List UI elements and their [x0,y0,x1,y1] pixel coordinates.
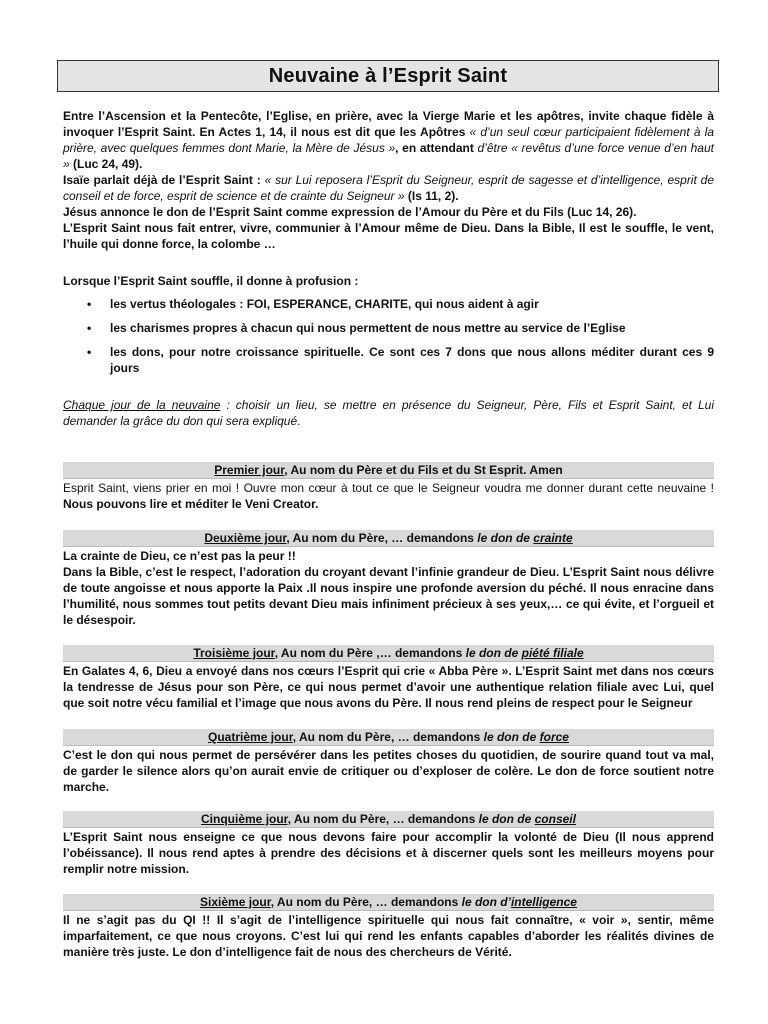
intro-paragraph-2: Isaïe parlait déjà de l’Esprit Saint : « sur Lui reposera l’Esprit du Seigneur, esprit de sagesse et d’intelligence, esprit de conseil et de force, esprit de science et de crainte du Seigneur » (Is 11, 2). [63,173,714,203]
day-2-body: La crainte de Dieu, ce n’est pas la peur !! Dans la Bible, c’est le respect, l’adoration du croyant devant l’infinie grandeur de Dieu. L’Esprit Saint nous délivre de toute angoisse et nous apporte la Paix .Il nous inspire une profonde aversion du péché. Il nous enracine dans l’humilité, nous sommes tout petits devant Dieu mais infiniment précieux à ses yeux,… ce qui évite, et l’orgueil et le désespoir. [63,549,714,627]
day-5-section [63,811,714,877]
page-title: Neuvaine à l’Esprit Saint [268,64,508,87]
list-item: • les vertus théologales : FOI, ESPERANCE, CHARITE, qui nous aident à agir [63,296,714,312]
day-1-section [63,462,714,512]
day-4-section [63,729,714,795]
neuvaine-instructions: Chaque jour de la neuvaine : choisir un lieu, se mettre en présence du Seigneur, Père, Fils et Esprit Saint, et Lui demander la grâce du don qui sera expliqué. [63,398,715,428]
day-3-section [63,645,714,711]
intro-section [63,108,714,252]
day-4-body: C’est le don qui nous permet de persévérer dans les petites choses du quotidien, de sourire quand tout va mal, de garder le silence alors qu’on aurait envie de critiquer ou d’exploser de colère. Le don de force soutient notre marche. [63,748,714,794]
day-6-section [63,894,714,960]
profusion-heading: Lorsque l’Esprit Saint souffle, il donne à profusion : [63,274,359,288]
day-3-header: Troisième jour, Au nom du Père ,… demandons le don de piété filiale [63,645,714,662]
day-4-header: Quatrième jour, Au nom du Père, … demandons le don de force [63,729,714,746]
intro-paragraph-3: Jésus annonce le don de l’Esprit Saint comme expression de l’Amour du Père et du Fils (Luc 14, 26). [63,205,637,219]
list-item: • les dons, pour notre croissance spirituelle. Ce sont ces 7 dons que nous allons méditer durant ces 9 jours [63,344,714,376]
day-2-header: Deuxième jour, Au nom du Père, … demandons le don de crainte [63,530,714,547]
day-3-body: En Galates 4, 6, Dieu a envoyé dans nos cœurs l’Esprit qui crie « Abba Père ». L’Esprit Saint met dans nos cœurs la tendresse de Jésus pour son Père, ce qui nous permet d’avoir une authentique relation filiale avec Lui, quel que soit notre vécu familial et l’image que nous avons du Père. Il nous rend pleins de respect pour le Seigneur [63,664,714,710]
day-2-section [63,530,714,628]
gifts-list [63,296,714,384]
day-6-body: Il ne s’agit pas du QI !! Il s’agit de l’intelligence spirituelle qui nous fait connaître, « voir », sentir, même imparfaitement, ce que nous croyons. C’est lui qui rend les enfants capables d’aborder les réalités divines de manière très juste. Le don d’intelligence fait de nous des chercheurs de Vérité. [63,913,714,959]
day-6-header: Sixième jour, Au nom du Père, … demandons le don d’intelligence [63,894,714,911]
day-1-body: Esprit Saint, viens prier en moi ! Ouvre mon cœur à tout ce que le Seigneur voudra me donner durant cette neuvaine ! Nous pouvons lire et méditer le Veni Creator. [63,481,714,511]
intro-paragraph-1: Entre l’Ascension et la Pentecôte, l’Eglise, en prière, avec la Vierge Marie et les apôtres, invite chaque fidèle à invoquer l’Esprit Saint. En Actes 1, 14, il nous est dit que les Apôtres « d’un seul cœur participaient fidèlement à la prière, avec quelques femmes dont Marie, la Mère de Jésus », en attendant d’être « revêtus d’une force venue d’en haut » (Luc 24, 49). [63,109,714,171]
intro-paragraph-4: L’Esprit Saint nous fait entrer, vivre, communier à l’Amour même de Dieu. Dans la Bible, Il est le souffle, le vent, l’huile qui donne force, la colombe … [63,221,714,251]
list-item: • les charismes propres à chacun qui nous permettent de nous mettre au service de l’Eglise [63,320,714,336]
day-5-body: L’Esprit Saint nous enseigne ce que nous devons faire pour accomplir la volonté de Dieu (Il nous apprend l’obéissance). Il nous rend aptes à prendre des décisions et à discerner quels sont les meilleurs moyens pour remplir notre mission. [63,830,714,876]
day-1-header: Premier jour, Au nom du Père et du Fils et du St Esprit. Amen [63,462,714,479]
title-box [57,60,719,92]
day-5-header: Cinquième jour, Au nom du Père, … demandons le don de conseil [63,811,714,828]
